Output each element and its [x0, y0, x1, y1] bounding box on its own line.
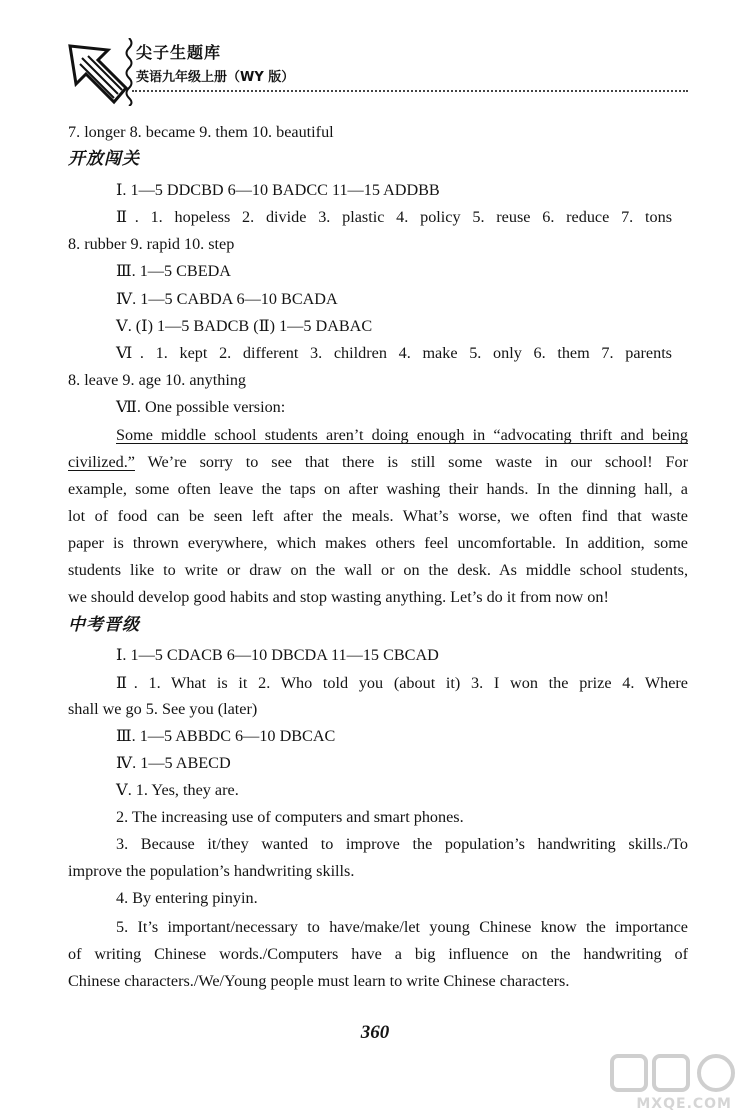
site-watermark: [606, 1052, 746, 1116]
answer-line: 4. By entering pinyin.: [116, 889, 258, 907]
watermark-url: MXQE.COM: [636, 1096, 732, 1112]
book-subtitle: 英语九年级上册（WY 版）: [136, 70, 295, 85]
answer-line: Ⅶ. One possible version:: [116, 398, 286, 416]
answer-line: 3. Because it/they wanted to improve the population’s handwriting skills./To: [116, 835, 688, 853]
answer-line: 7. longer 8. became 9. them 10. beautiful: [68, 123, 334, 141]
watermark-logo-icon: [606, 1052, 746, 1096]
answer-line: 8. rubber 9. rapid 10. step: [68, 235, 235, 253]
essay-line: example, some often leave the taps on after washing their hands. In the dinning hall, a: [68, 480, 688, 498]
answer-line: 2. The increasing use of computers and smart phones.: [116, 808, 464, 826]
arrow-logo-icon: [68, 44, 130, 106]
essay-underlined-end: civilized.”: [68, 453, 135, 471]
essay-line: Some middle school students aren’t doing enough in “advocating thrift and being: [116, 426, 688, 444]
answer-line: of writing Chinese words./Computers have a big influence on the handwriting of: [68, 945, 688, 963]
answer-line: improve the population’s handwriting skills.: [68, 862, 355, 880]
answer-line: Ⅵ. 1. kept 2. different 3. children 4. make 5. only 6. them 7. parents: [116, 344, 672, 362]
header-wave-ornament: [124, 38, 134, 106]
answer-line: Ⅰ. 1—5 DDCBD 6—10 BADCC 11—15 ADDBB: [116, 181, 440, 199]
answer-line: Ⅱ. 1. hopeless 2. divide 3. plastic 4. policy 5. reuse 6. reduce 7. tons: [116, 208, 672, 226]
book-title: 尖子生题库: [136, 43, 222, 62]
essay-line: lot of food can be seen left after the meals. What’s worse, we often find that waste: [68, 507, 688, 525]
essay-line: we should develop good habits and stop wasting anything. Let’s do it from now on!: [68, 588, 609, 606]
answer-line: Ⅲ. 1—5 ABBDC 6—10 DBCAC: [116, 727, 336, 745]
answer-line: shall we go 5. See you (later): [68, 700, 258, 718]
answer-line: Chinese characters./We/Young people must learn to write Chinese characters.: [68, 972, 570, 990]
section-heading-open: 开放闯关: [68, 149, 140, 169]
page-number: 360: [360, 1022, 390, 1043]
answer-line: Ⅲ. 1—5 CBEDA: [116, 262, 231, 280]
answer-line: Ⅴ. 1. Yes, they are.: [116, 781, 239, 799]
header-dotted-rule: [132, 90, 688, 92]
essay-line: paper is thrown everywhere, which makes others feel uncomfortable. In addition, some: [68, 534, 688, 552]
essay-line: [68, 452, 688, 472]
essay-text: We’re sorry to see that there is still some waste in our school! For: [134, 453, 688, 471]
essay-line: students like to write or draw on the wall or on the desk. As middle school students,: [68, 561, 688, 579]
section-heading-exam: 中考晋级: [68, 615, 140, 635]
answer-line: 5. It’s important/necessary to have/make/let young Chinese know the importance: [116, 918, 688, 936]
answer-line: Ⅰ. 1—5 CDACB 6—10 DBCDA 11—15 CBCAD: [116, 646, 439, 664]
answer-line: Ⅴ. (Ⅰ) 1—5 BADCB (Ⅱ) 1—5 DABAC: [116, 317, 373, 335]
answer-line: Ⅳ. 1—5 CABDA 6—10 BCADA: [116, 290, 338, 308]
running-header: [68, 36, 688, 108]
answer-line: 8. leave 9. age 10. anything: [68, 371, 247, 389]
answer-line: Ⅱ. 1. What is it 2. Who told you (about it) 3. I won the prize 4. Where: [116, 674, 688, 692]
answer-line: Ⅳ. 1—5 ABECD: [116, 754, 231, 772]
